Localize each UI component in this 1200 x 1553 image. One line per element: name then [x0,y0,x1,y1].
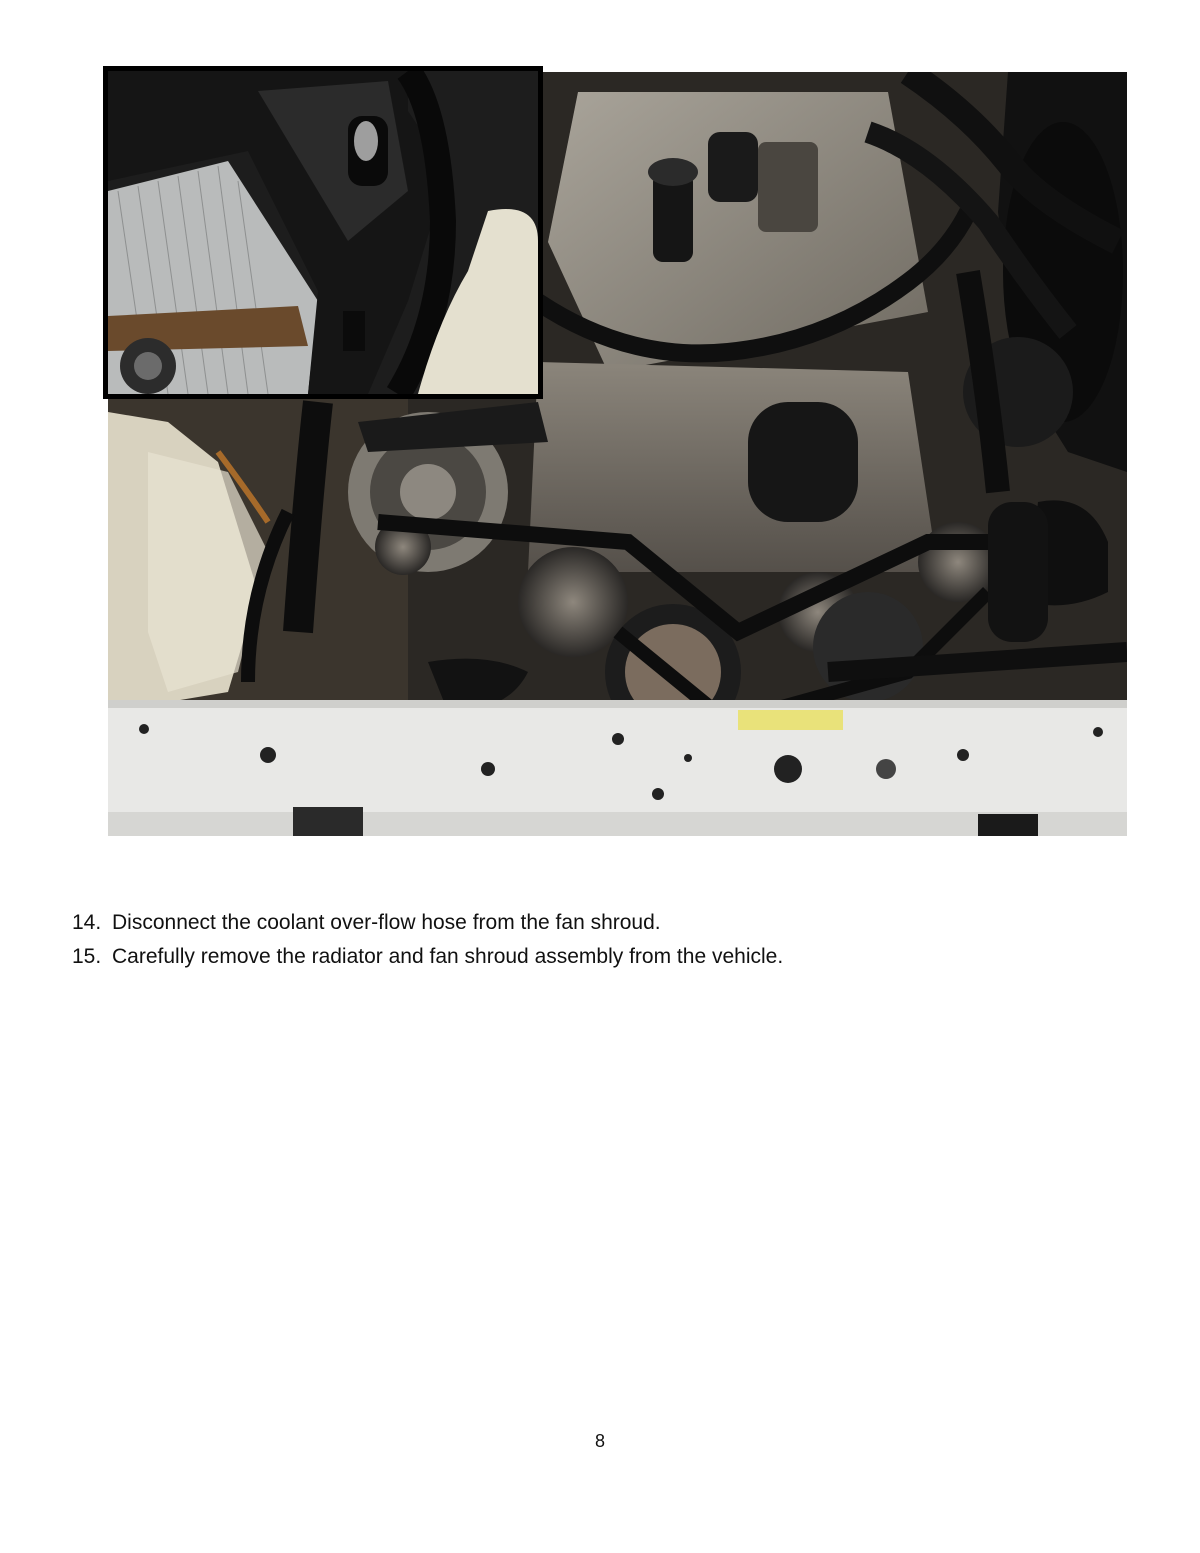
step-item [72,906,1132,940]
instruction-steps [72,906,1132,974]
fan-shroud-illustration [108,71,538,394]
fan-shroud-closeup-photo [103,66,543,399]
step-number: 15. [72,945,102,968]
step-item [72,940,1132,974]
step-text: Disconnect the coolant over-flow hose from the fan shroud. [112,911,661,934]
step-text: Carefully remove the radiator and fan shroud assembly from the vehicle. [112,945,784,968]
step-number: 14. [72,911,102,934]
page-number: 8 [594,1431,605,1451]
